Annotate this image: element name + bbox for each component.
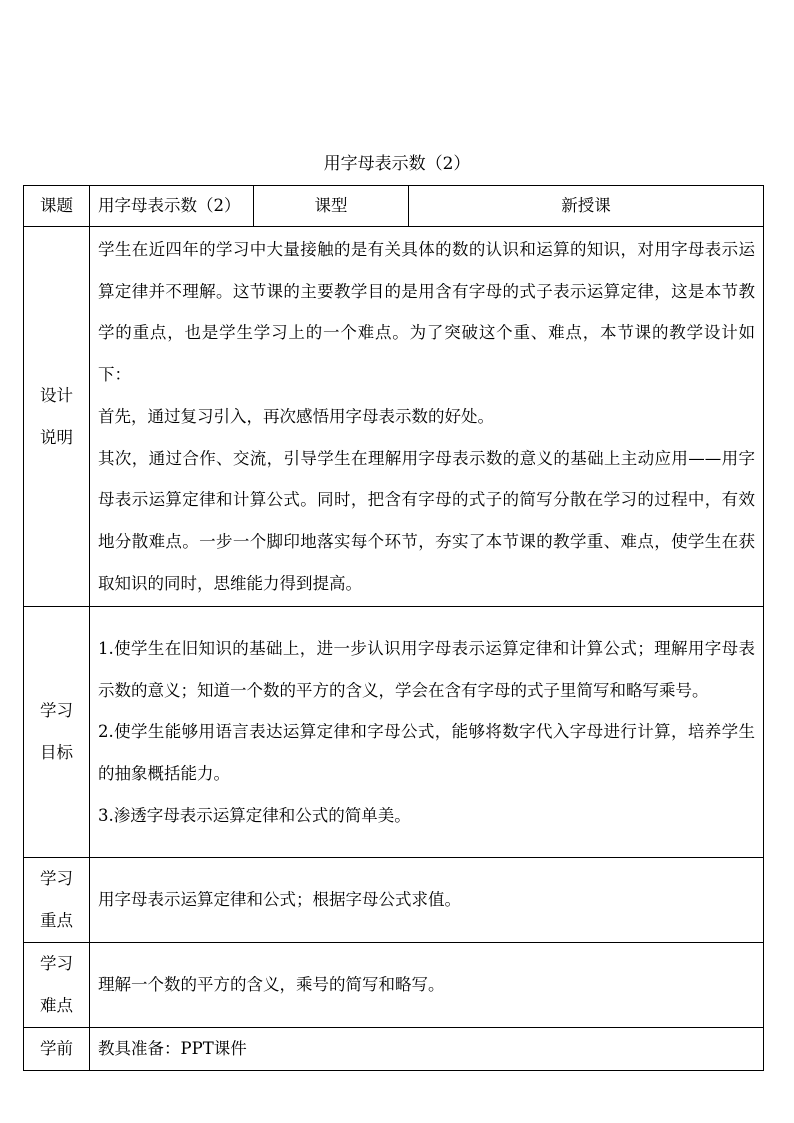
objective-item: 3.渗透字母表示运算定律和公式的简单美。 — [98, 805, 411, 825]
topic-label: 课题 — [24, 186, 90, 227]
objective-item: 2.使学生能够用语言表达运算定律和字母公式，能够将数字代入字母进行计算，培养学生的抽象概括能力。 — [98, 722, 755, 784]
design-label: 设计 说明 — [24, 227, 90, 607]
design-row — [24, 227, 764, 607]
design-content — [90, 227, 764, 607]
difficulties-label: 学习 难点 — [24, 943, 90, 1028]
preparation-row — [24, 1028, 764, 1071]
objective-item: 1.使学生在旧知识的基础上，进一步认识用字母表示运算定律和计算公式；理解用字母表示数的意义；知道一个数的平方的含义，学会在含有字母的式子里简写和略写乘号。 — [98, 639, 755, 700]
objectives-row — [24, 607, 764, 858]
design-paragraph: 首先，通过复习引入，再次感悟用字母表示数的好处。 — [98, 406, 494, 426]
design-paragraph: 学生在近四年的学习中大量接触的是有关具体的数的认识和运算的知识，对用字母表示运算定律并不理解。这节课的主要教学目的是用含有字母的式子表示运算定律，这是本节教学的重点，也是学生学习上的一个难点。为了突破这个重、难点，本节课的教学设计如下： — [98, 240, 755, 385]
objectives-label: 学习 目标 — [24, 607, 90, 858]
objectives-content — [90, 607, 764, 858]
key-points-row — [24, 858, 764, 943]
preparation-label: 学前 — [24, 1028, 90, 1071]
key-points-label: 学习 重点 — [24, 858, 90, 943]
topic-value: 用字母表示数（2） — [90, 186, 254, 227]
document-title: 用字母表示数（2） — [323, 154, 471, 174]
difficulties-row — [24, 943, 764, 1028]
preparation-content: 教具准备：PPT课件 — [90, 1028, 764, 1071]
design-paragraph: 其次，通过合作、交流，引导学生在理解用字母表示数的意义的基础上主动应用——用字母表示运算定律和计算公式。同时，把含有字母的式子的简写分散在学习的过程中，有效地分散难点。一步一个脚印地落实每个环节，夯实了本节课的教学重、难点，使学生在获取知识的同时，思维能力得到提高。 — [98, 448, 755, 593]
key-points-content: 用字母表示运算定律和公式；根据字母公式求值。 — [90, 858, 764, 943]
lesson-type-label: 课型 — [254, 186, 409, 227]
difficulties-content: 理解一个数的平方的含义，乘号的简写和略写。 — [90, 943, 764, 1028]
lesson-type-value: 新授课 — [409, 186, 764, 227]
header-row — [24, 186, 764, 227]
lesson-plan-table — [23, 185, 764, 1071]
